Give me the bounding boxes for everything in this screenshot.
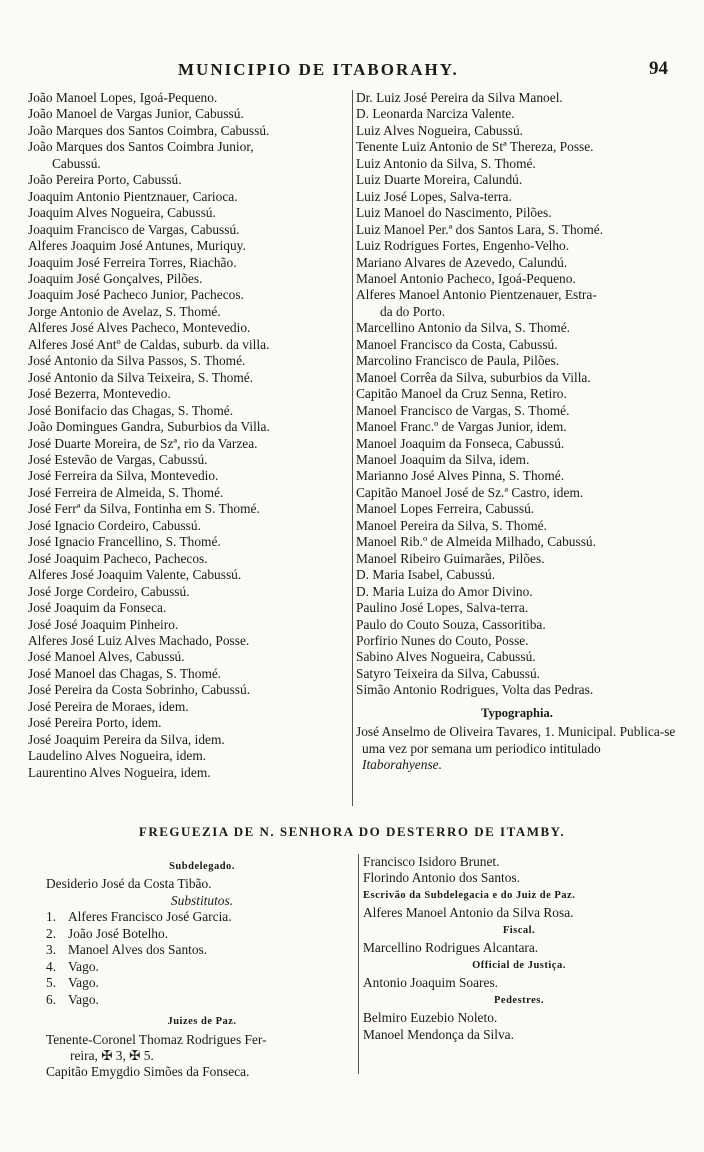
list-item: Marianno José Alves Pinna, S. Thomé. [356, 468, 565, 484]
substituto-row [46, 975, 358, 991]
substituto-name: Alferes Francisco José Garcia. [68, 909, 232, 925]
typographia-text: José Anselmo de Oliveira Tavares, 1. Municipal. Publica-se uma vez por semana um periodico intitulado Itaborahyense. [356, 724, 676, 773]
list-item: José Estevão de Vargas, Cabussú. [28, 451, 208, 467]
substituto-number: 4. [46, 958, 57, 974]
left-column [28, 90, 346, 781]
list-item: João Pereira Porto, Cabussú. [28, 172, 182, 188]
substituto-number: 6. [46, 991, 57, 1007]
fiscal-name: Marcellino Rodrigues Alcantara. [363, 940, 539, 956]
section-right [358, 854, 675, 1074]
pedestre-2: Manoel Mendonça da Silva. [363, 1026, 514, 1042]
substituto-number: 5. [46, 975, 57, 991]
list-item: Manoel Ribeiro Guimarães, Pilões. [356, 550, 545, 566]
list-item: José Ignacio Cordeiro, Cabussú. [28, 517, 201, 533]
pedestre-1: Belmiro Euzebio Noleto. [363, 1010, 498, 1026]
list-item: José Bezerra, Montevedio. [28, 386, 171, 402]
page-header [0, 58, 704, 82]
list-item: José Pereira Porto, idem. [28, 715, 162, 731]
list-item: Joaquim José Gonçalves, Pilões. [28, 270, 203, 286]
list-item: José Manoel das Chagas, S. Thomé. [28, 665, 222, 681]
escrivao-name: Alferes Manoel Antonio da Silva Rosa. [363, 905, 574, 921]
right-column [352, 90, 678, 806]
list-item: José Manoel Alves, Cabussú. [28, 649, 185, 665]
list-item: D. Maria Luiza do Amor Divino. [356, 583, 533, 599]
substituto-row [46, 926, 358, 942]
list-item: Alferes José Joaquim Valente, Cabussú. [28, 567, 242, 583]
list-item: Luiz Rodrigues Fortes, Engenho-Velho. [356, 238, 570, 254]
list-item: Marcolino Francisco de Paula, Pilões. [356, 353, 560, 369]
list-item: José Ignacio Francellino, S. Thomé. [28, 534, 221, 550]
list-item: Marcellino Antonio da Silva, S. Thomé. [356, 320, 570, 336]
list-item: Alferes José Alves Pacheco, Montevedio. [28, 320, 251, 336]
list-item: José Pereira da Costa Sobrinho, Cabussú. [28, 682, 251, 698]
list-item: D. Leonarda Narciza Valente. [356, 106, 515, 122]
list-item: Luiz Duarte Moreira, Calundú. [356, 172, 523, 188]
list-item: Manoel Lopes Ferreira, Cabussú. [356, 501, 535, 517]
juiz-suplente-2: Florindo Antonio dos Santos. [363, 870, 520, 886]
list-item: José Bonifacio das Chagas, S. Thomé. [28, 402, 234, 418]
substituto-row [46, 909, 358, 925]
juizes-heading: Juizes de Paz. [167, 1016, 237, 1028]
list-item: José José Joaquim Pinheiro. [28, 616, 179, 632]
list-item: José Ferreira da Silva, Montevedio. [28, 468, 219, 484]
list-item: Joaquim Antonio Pientznauer, Carioca. [28, 188, 238, 204]
list-item: Laurentino Alves Nogueira, idem. [28, 764, 211, 780]
substituto-name: João José Botelho. [68, 925, 169, 941]
list-item: Capitão Manoel José de Sz.ª Castro, idem. [356, 484, 584, 500]
list-item: João Domingues Gandra, Suburbios da Villa. [28, 419, 270, 435]
pedestres-heading: Pedestres. [494, 994, 544, 1006]
list-item: Joaquim José Pacheco Junior, Pachecos. [28, 287, 244, 303]
list-item: Luiz Antonio da Silva, S. Thomé. [356, 155, 536, 171]
juiz-suplente-1: Francisco Isidoro Brunet. [363, 854, 500, 869]
list-item: Manoel Franc.º de Vargas Junior, idem. [356, 419, 567, 435]
list-item: Manoel Rib.º de Almeida Milhado, Cabussú. [356, 534, 596, 550]
list-item: Satyro Teixeira da Silva, Cabussú. [356, 665, 541, 681]
list-item: Porfirio Nunes do Couto, Posse. [356, 632, 529, 648]
list-item: da do Porto. [380, 303, 446, 319]
substituto-number: 1. [46, 909, 57, 925]
juiz-line-1: Tenente-Coronel Thomaz Rodrigues Fer- [46, 1031, 267, 1047]
typographia-heading: Typographia. [481, 705, 553, 720]
list-item: Alferes Manoel Antonio Pientzenauer, Estra- [356, 287, 597, 303]
escrivao-heading: Escrivão da Subdelegacia e do Juiz de Paz. [363, 889, 576, 901]
list-item: Manoel Joaquim da Silva, idem. [356, 451, 530, 467]
list-item: Laudelino Alves Nogueira, idem. [28, 748, 207, 764]
list-item: José Antonio da Silva Teixeira, S. Thomé. [28, 369, 254, 385]
list-item: Simão Antonio Rodrigues, Volta das Pedras. [356, 682, 594, 698]
substituto-name: Vago. [68, 991, 99, 1007]
list-item: José Joaquim da Fonseca. [28, 600, 167, 616]
list-item: José Joaquim Pacheco, Pachecos. [28, 550, 208, 566]
substituto-row [46, 942, 358, 958]
list-item: Paulo do Couto Souza, Cassoritiba. [356, 616, 546, 632]
list-item: Joaquim Alves Nogueira, Cabussú. [28, 205, 216, 221]
list-item: Alferes José Luiz Alves Machado, Posse. [28, 632, 250, 648]
list-item: Sabino Alves Nogueira, Cabussú. [356, 649, 536, 665]
fiscal-heading: Fiscal. [502, 924, 536, 936]
running-title: MUNICIPIO DE ITABORAHY. [178, 60, 459, 79]
substituto-name: Manoel Alves dos Santos. [68, 942, 208, 958]
substitutos-heading: Substitutos. [170, 892, 234, 908]
list-item: Capitão Manoel da Cruz Senna, Retiro. [356, 386, 567, 402]
substituto-name: Vago. [68, 958, 99, 974]
list-item: Joaquim Francisco de Vargas, Cabussú. [28, 221, 240, 237]
section-left [46, 858, 358, 1081]
list-item: José Duarte Moreira, de Szª, rio da Varzea. [28, 435, 258, 451]
subdelegado-name: Desiderio José da Costa Tibão. [46, 876, 212, 892]
list-item: Luiz Manoel do Nascimento, Pilões. [356, 205, 552, 221]
list-item: João Manoel Lopes, Igoá-Pequeno. [28, 90, 218, 105]
right-column-list [356, 90, 678, 699]
list-item: Manoel Francisco de Vargas, S. Thomé. [356, 402, 570, 418]
list-item: Luiz Alves Nogueira, Cabussú. [356, 122, 523, 138]
page-number: 94 [649, 58, 668, 79]
list-item: João Manoel de Vargas Junior, Cabussú. [28, 106, 244, 122]
oficial-heading: Official de Justiça. [472, 959, 566, 971]
list-item: Manoel Corrêa da Silva, suburbios da Villa. [356, 369, 591, 385]
list-item: José Ferreira de Almeida, S. Thomé. [28, 484, 224, 500]
list-item: Cabussú. [52, 155, 101, 171]
list-item: João Marques dos Santos Coimbra Junior, [28, 139, 254, 155]
substituto-name: Vago. [68, 975, 99, 991]
list-item: Manoel Joaquim da Fonseca, Cabussú. [356, 435, 565, 451]
list-item: D. Maria Isabel, Cabussú. [356, 567, 496, 583]
list-item: Manoel Francisco da Costa, Cabussú. [356, 336, 558, 352]
list-item: José Antonio da Silva Passos, S. Thomé. [28, 353, 246, 369]
list-item: Alferes José Antº de Caldas, suburb. da villa. [28, 336, 270, 352]
list-item: José Pereira de Moraes, idem. [28, 698, 189, 714]
list-item: Dr. Luiz José Pereira da Silva Manoel. [356, 90, 563, 105]
substituto-row [46, 959, 358, 975]
juiz-line-3: Capitão Emygdio Simões da Fonseca. [46, 1064, 250, 1080]
list-item: Tenente Luiz Antonio de Stª Thereza, Posse. [356, 139, 594, 155]
subdelegado-heading: Subdelegado. [169, 861, 235, 872]
section-title: FREGUEZIA DE N. SENHORA DO DESTERRO DE ITAMBY. [138, 824, 566, 839]
list-item: José Ferrª da Silva, Fontinha em S. Thomé. [28, 501, 260, 517]
substitutos-list [46, 909, 358, 1008]
oficial-name: Antonio Joaquim Soares. [363, 975, 499, 991]
substituto-number: 2. [46, 925, 57, 941]
list-item: José Joaquim Pereira da Silva, idem. [28, 731, 225, 747]
list-item: Mariano Alvares de Azevedo, Calundú. [356, 254, 568, 270]
list-item: Manoel Antonio Pacheco, Igoá-Pequeno. [356, 270, 576, 286]
newspaper-title: Itaborahyense. [362, 757, 442, 773]
list-item: Alferes Joaquim José Antunes, Muriquy. [28, 238, 246, 254]
list-item: Luiz Manoel Per.ª dos Santos Lara, S. Thomé. [356, 221, 604, 237]
list-item: Manoel Pereira da Silva, S. Thomé. [356, 517, 547, 533]
list-item: José Jorge Cordeiro, Cabussú. [28, 583, 190, 599]
substituto-row [46, 992, 358, 1008]
list-item: Jorge Antonio de Avelaz, S. Thomé. [28, 303, 221, 319]
list-item: Luiz José Lopes, Salva-terra. [356, 188, 512, 204]
list-item: Paulino José Lopes, Salva-terra. [356, 600, 529, 616]
substituto-number: 3. [46, 942, 57, 958]
list-item: João Marques dos Santos Coimbra, Cabussú. [28, 122, 270, 138]
list-item: Joaquim José Ferreira Torres, Riachão. [28, 254, 237, 270]
juiz-line-2: reira, ✠ 3, ✠ 5. [70, 1047, 154, 1063]
